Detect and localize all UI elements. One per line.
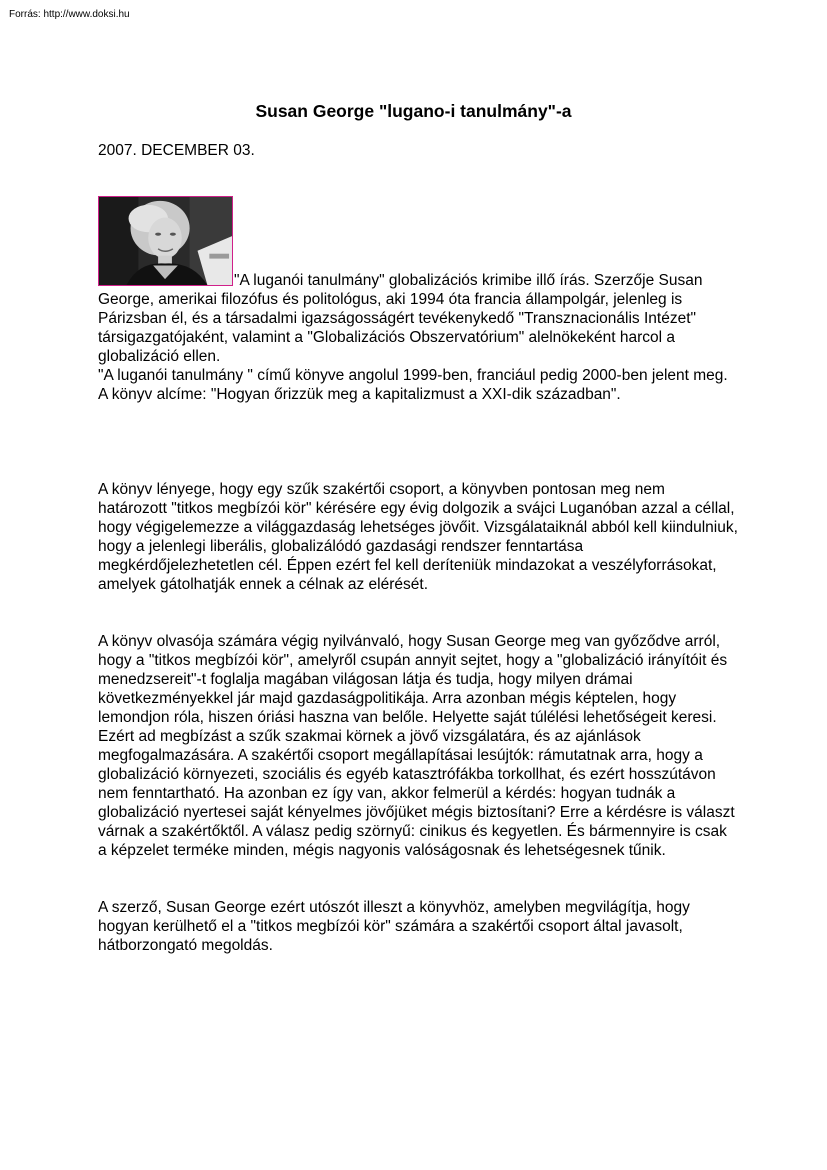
article-body [98, 196, 738, 955]
page-title: Susan George "lugano-i tanulmány"-a [255, 101, 572, 121]
paragraph-4: A szerző, Susan George ezért utószót illeszt a könyvhöz, amelyben megvilágítja, hogy hogyan kerülhető el a "titkos megbízói kör" számára a szakértői csoport által javasolt, hátborzongató megoldás. [98, 899, 690, 954]
author-photo [98, 196, 233, 286]
paragraph-3: A könyv olvasója számára végig nyilvánvaló, hogy Susan George meg van győződve arról, hogy a "titkos megbízói kör", amelyről csupán annyit sejtet, hogy a "globalizáció irányítóit és menedzsereit"-t foglalja magában világosan látja és tudja, hogy milyen drámai következményekkel jár majd gazdaságpolitikája. Arra azonban mégis képtelen, hogy lemondjon róla, hiszen óriási haszna van belőle. Helyette saját túlélési lehetőségeit keresi. Ezért ad megbízást a szűk szakmai körnek a jövő vizsgálatára, és az ajánlások megfogalmazására. A szakértői csoport megállapításai lesújtók: rámutatnak arra, hogy a globalizáció környezeti, szociális és egyéb katasztrófákba torkollhat, és ezért hosszútávon nem fenntartható. Ha azonban ez így van, akkor felmerül a kérdés: hogyan tudnák a globalizáció nyertesei saját kényelmes jövőjüket mégis biztosítani? Erre a kérdésre is választ várnak a szakértőktől. A válasz pedig szörnyű: cinikus és kegyetlen. És bármennyire is csak a képzelet terméke minden, mégis nagyonis valóságosnak és lehetségesnek tűnik. [98, 633, 735, 859]
source-line: Forrás: http://www.doksi.hu [9, 9, 130, 20]
portrait-photo-icon [99, 197, 232, 285]
intro-paragraph-2: "A luganói tanulmány " című könyve angolul 1999-ben, franciául pedig 2000-ben jelent meg. A könyv alcíme: "Hogyan őrizzük meg a kapitalizmust a XXI-dik században". [98, 367, 728, 403]
intro-paragraph-1: "A luganói tanulmány" globalizációs krimibe illő írás. Szerzője Susan George, amerikai filozófus és politológus, aki 1994 óta francia állampolgár, jelenleg is Párizsban él, és a társadalmi igazságosságért tevékenykedő "Transznacionális Intézet" társigazgatójaként, valamint a "Globalizációs Obszervatórium" alelnökeként harcol a globalizáció ellen. [98, 272, 703, 365]
article-date: 2007. DECEMBER 03. [98, 142, 255, 159]
paragraph-2: A könyv lényege, hogy egy szűk szakértői csoport, a könyvben pontosan meg nem határozott "titkos megbízói kör" kérésére egy évig dolgozik a svájci Luganóban azzal a céllal, hogy végigelemezze a világgazdaság lehetséges jövőit. Vizsgálataiknál abból kell kiindulniuk, hogy a jelenlegi liberális, globalizálódó gazdasági rendszer fenntartása megkérdőjelezhetetlen cél. Éppen ezért fel kell deríteniük mindazokat a veszélyforrásokat, amelyek gátolhatják ennek a célnak az elérését. [98, 481, 738, 593]
